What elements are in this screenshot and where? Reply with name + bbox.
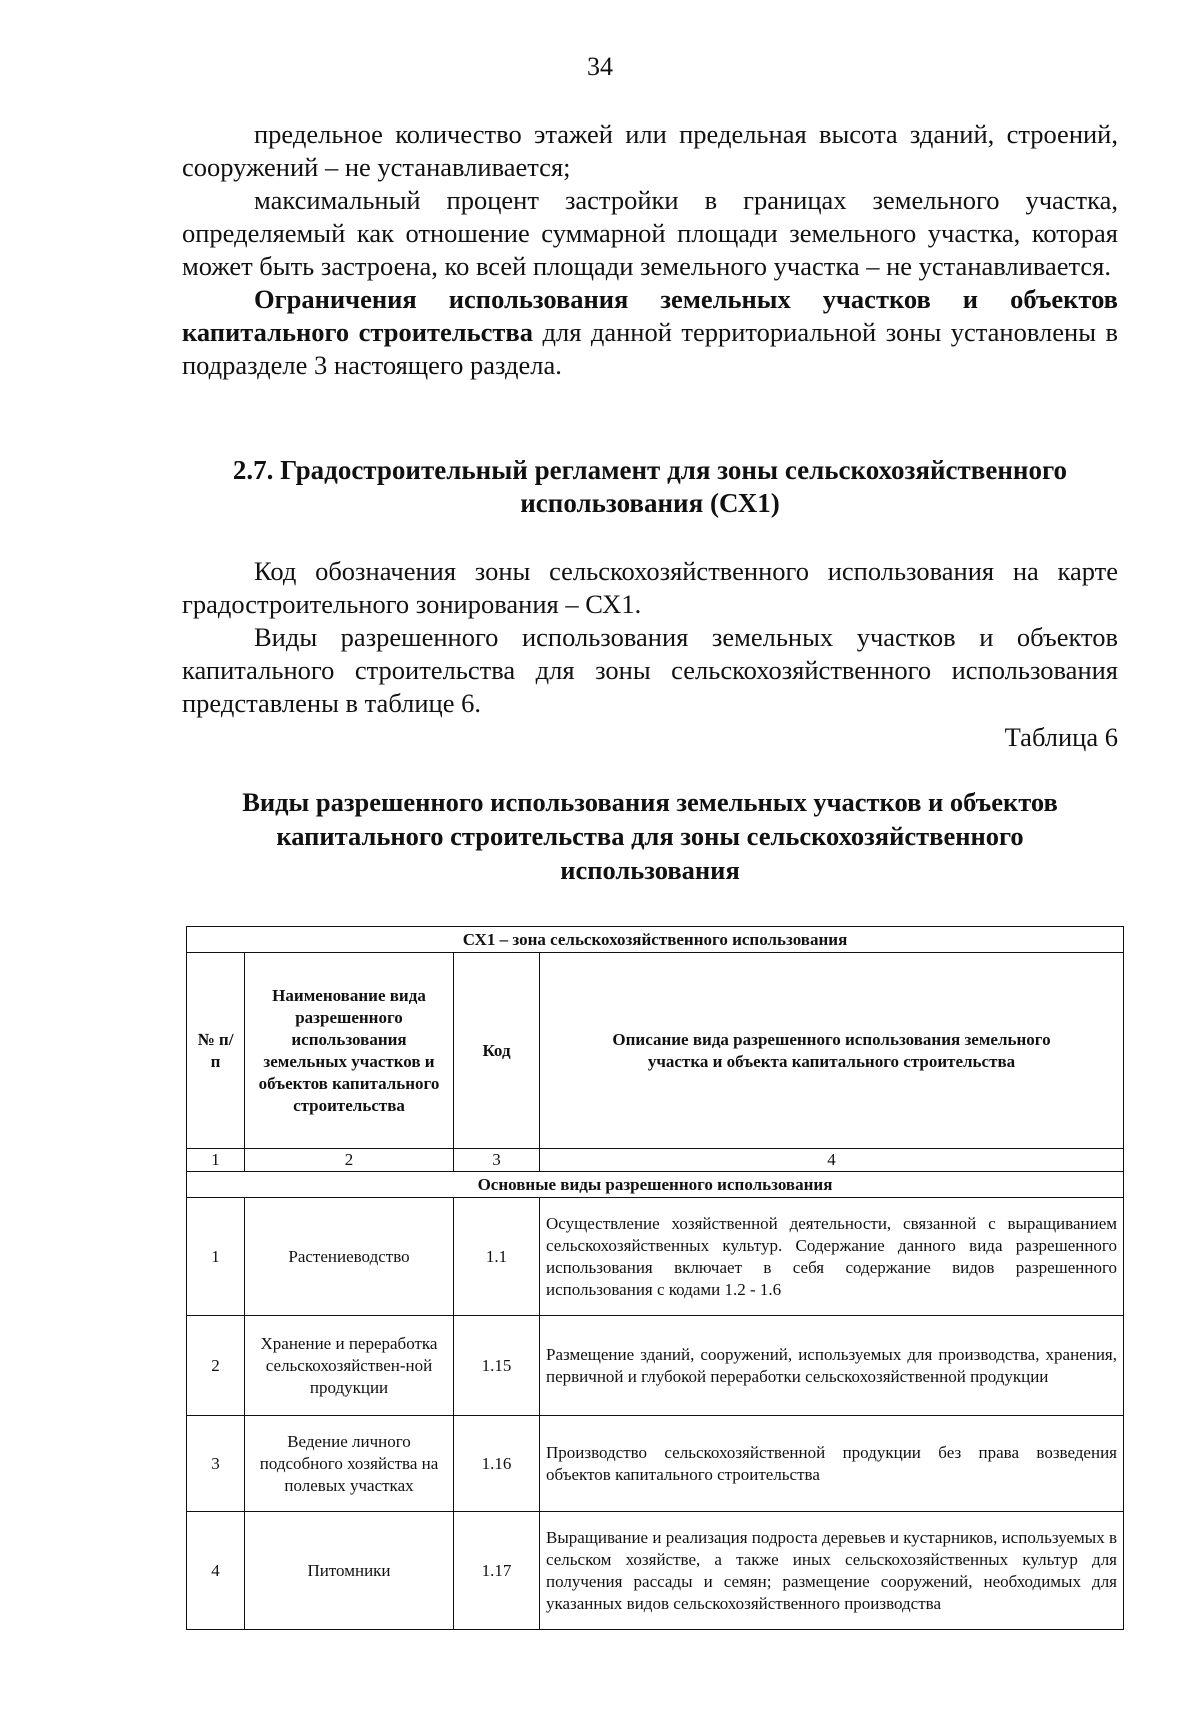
column-header-code: Код	[454, 953, 540, 1149]
row-name: Питомники	[245, 1512, 454, 1630]
column-header-row	[187, 953, 1124, 1149]
column-index-row	[187, 1149, 1124, 1172]
row-name: Растениеводство	[245, 1198, 454, 1316]
paragraph-usage-types: Виды разрешенного использования земельных участков и объектов капитального строительства для зоны сельскохозяйственного использования представлены в таблице 6.	[182, 622, 1118, 718]
table-title-line2: капитального строительства для зоны сельскохозяйственного	[276, 821, 1024, 851]
row-code: 1.1	[454, 1198, 540, 1316]
row-num: 1	[187, 1198, 245, 1316]
paragraph-restrictions	[182, 283, 1118, 382]
column-index-4: 4	[540, 1149, 1124, 1172]
row-desc: Производство сельскохозяйственной продукции без права возведения объектов капитального строительства	[540, 1416, 1124, 1512]
table-title	[182, 785, 1118, 887]
column-header-num: № п/п	[187, 953, 245, 1149]
table-title-line1: Виды разрешенного использования земельных участков и объектов	[242, 787, 1058, 817]
row-desc: Осуществление хозяйственной деятельности, связанной с выращиванием сельскохозяйственных культур. Содержание данного вида разрешенного использования включает в себя содержание видов разрешенного использования с кодами 1.2 - 1.6	[540, 1198, 1124, 1316]
intro-text	[182, 118, 1118, 382]
page-number: 34	[587, 52, 613, 81]
restrictions-text: для данной территориальной зоны установлены в подразделе 3 настоящего раздела.	[182, 317, 1118, 380]
paragraph-building-percent: максимальный процент застройки в границах земельного участка, определяемый как отношение суммарной площади земельного участка, которая может быть застроена, ко всей площади земельного участка – не устанавливается.	[182, 185, 1118, 281]
column-index-1: 1	[187, 1149, 245, 1172]
paragraph-zone-code: Код обозначения зоны сельскохозяйственного использования на карте градостроительного зонирования – СХ1.	[182, 556, 1118, 619]
column-index-2: 2	[245, 1149, 454, 1172]
row-name: Хранение и переработка сельскохозяйствен-ной продукции	[245, 1316, 454, 1416]
column-header-name: Наименование вида разрешенного использования земельных участков и объектов капитального строительства	[245, 953, 454, 1149]
column-index-3: 3	[454, 1149, 540, 1172]
row-desc: Выращивание и реализация подроста деревьев и кустарников, используемых в сельском хозяйстве, а также иных сельскохозяйственных культур для получения рассады и семян; размещение сооружений, необходимых для указанных видов сельскохозяйственного производства	[540, 1512, 1124, 1630]
zone-header: СХ1 – зона сельскохозяйственного использования	[187, 927, 1124, 953]
table-title-line3: использования	[560, 855, 740, 885]
table-row	[187, 1316, 1124, 1416]
section-heading-line1: 2.7. Градостроительный регламент для зоны сельскохозяйственного	[232, 455, 1068, 485]
row-num: 3	[187, 1416, 245, 1512]
column-header-desc: Описание вида разрешенного использования земельного участка и объекта капитального строительства	[540, 953, 1124, 1149]
group-header-row	[187, 1172, 1124, 1198]
restrictions-bold-text: Ограничения использования земельных участков и объектов капитального строительства	[182, 284, 1118, 347]
section-text	[182, 555, 1118, 720]
usage-table	[186, 926, 1124, 1630]
row-code: 1.16	[454, 1416, 540, 1512]
group-header-main: Основные виды разрешенного использования	[187, 1172, 1124, 1198]
row-code: 1.17	[454, 1512, 540, 1630]
row-desc: Размещение зданий, сооружений, используемых для производства, хранения, первичной и глубокой переработки сельскохозяйственной продукции	[540, 1316, 1124, 1416]
table-row	[187, 1512, 1124, 1630]
table-label: Таблица 6	[1004, 722, 1118, 752]
row-num: 2	[187, 1316, 245, 1416]
table-row	[187, 1198, 1124, 1316]
section-heading	[182, 454, 1118, 520]
row-name: Ведение личного подсобного хозяйства на полевых участках	[245, 1416, 454, 1512]
table-row	[187, 1416, 1124, 1512]
section-heading-line2: использования (СХ1)	[520, 488, 780, 518]
zone-header-row	[187, 927, 1124, 953]
row-num: 4	[187, 1512, 245, 1630]
paragraph-floors: предельное количество этажей или предельная высота зданий, строений, сооружений – не устанавливается;	[182, 119, 1118, 182]
row-code: 1.15	[454, 1316, 540, 1416]
